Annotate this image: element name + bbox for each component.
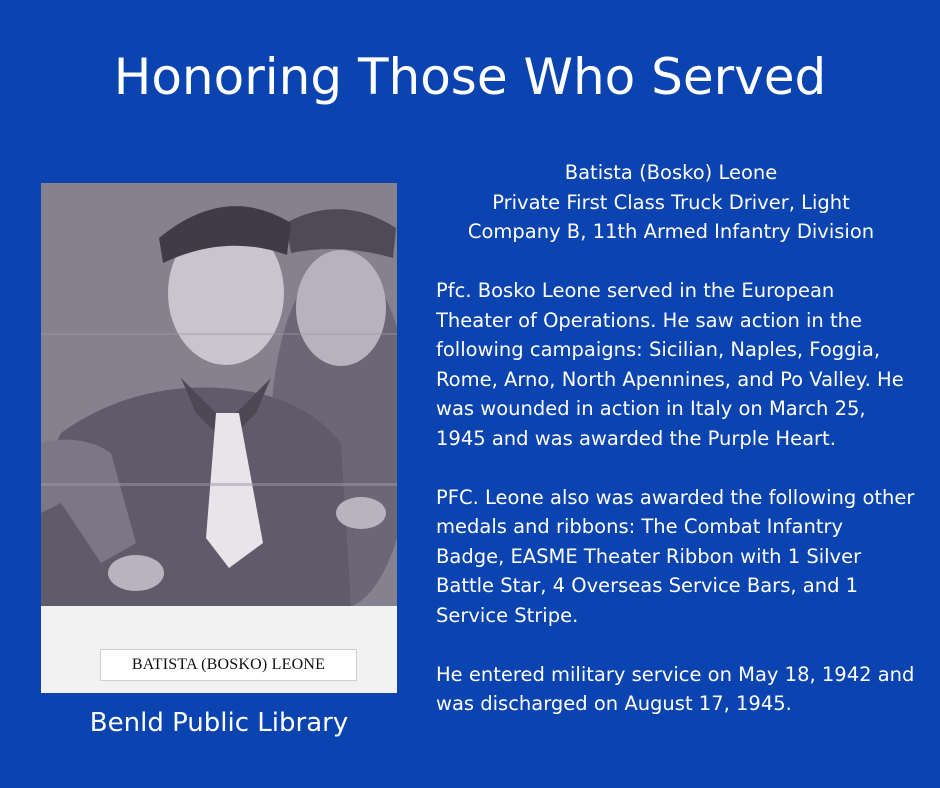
page-title: Honoring Those Who Served — [113, 48, 827, 106]
awards-paragraph: PFC. Leone also was awarded the following other medals and ribbons: The Combat Infantry Badge, EASME Theater Ribbon with 1 Silver Battle Star, 4 Overseas Service Bars, and 1 Service Stripe. — [436, 485, 915, 627]
portrait-image — [41, 183, 397, 606]
soldier-name: Batista (Bosko) Leone — [564, 161, 778, 184]
library-name: Benld Public Library — [89, 708, 349, 738]
service-paragraph: Pfc. Bosko Leone served in the European Theater of Operations. He saw action in the following campaigns: Sicilian, Naples, Foggia, Rome, Arno, North Apennines, and Po Valley. He was wounded in action in Italy on March 25, 1945 and was awarded the Purple Heart. — [436, 279, 904, 450]
biography — [436, 158, 916, 719]
photo-caption: BATISTA (BOSKO) LEONE — [100, 649, 357, 681]
soldier-photo — [41, 183, 397, 693]
soldier-unit: Company B, 11th Armed Infantry Division — [467, 220, 875, 243]
soldier-header — [436, 158, 906, 247]
dates-paragraph: He entered military service on May 18, 1942 and was discharged on August 17, 1945. — [436, 662, 915, 715]
soldier-rank: Private First Class Truck Driver, Light — [492, 190, 850, 214]
